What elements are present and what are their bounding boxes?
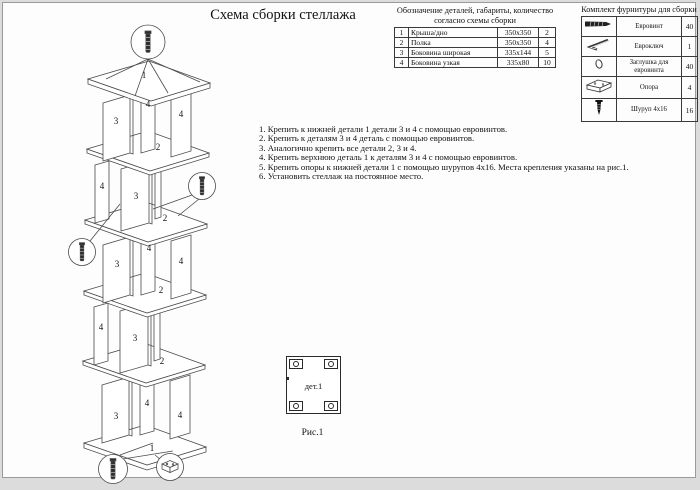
screw-hole xyxy=(328,361,334,367)
part-label: 4 xyxy=(144,398,150,408)
part-num: 4 xyxy=(395,58,409,68)
part-label: 4 xyxy=(145,99,151,109)
side-panel-wide xyxy=(103,237,133,303)
screw-icon xyxy=(582,99,617,122)
part-label: 4 xyxy=(178,256,184,266)
table-row xyxy=(582,57,698,77)
parts-table-title-line2: согласно схемы сборки xyxy=(434,15,516,25)
part-label: 1 xyxy=(149,443,155,453)
hardware-name: Заглушка для евровинта xyxy=(617,57,682,77)
hardware-qty: 1 xyxy=(682,37,698,57)
part-size: 350х350 xyxy=(498,38,539,48)
part-size: 335х80 xyxy=(498,58,539,68)
support-icon xyxy=(582,77,617,99)
part-size: 335х144 xyxy=(498,48,539,58)
figure-1 xyxy=(286,356,342,438)
corner-bracket xyxy=(324,401,338,411)
instructions-list xyxy=(259,125,671,181)
edge-mark xyxy=(286,377,289,380)
part-qty: 2 xyxy=(539,28,556,38)
part-name: Боковина узкая xyxy=(409,58,498,68)
table-row xyxy=(582,99,698,122)
assembly-diagram xyxy=(3,3,243,490)
euroscrew-icon xyxy=(582,17,617,37)
euroscrew-icon xyxy=(145,31,151,52)
eurokey-icon xyxy=(582,37,617,57)
part-num: 3 xyxy=(395,48,409,58)
side-panel-wide xyxy=(102,377,132,443)
table-row xyxy=(395,38,556,48)
parts-table xyxy=(379,6,571,68)
part-label: 2 xyxy=(159,356,165,366)
part-label: 3 xyxy=(113,116,119,126)
side-panel-wide xyxy=(103,95,133,161)
part-label: 2 xyxy=(155,142,161,152)
document-page xyxy=(2,2,696,478)
part-num: 2 xyxy=(395,38,409,48)
part-name: Крыша/дно xyxy=(409,28,498,38)
hardware-name: Евровинт xyxy=(617,17,682,37)
part-label: 4 xyxy=(98,322,104,332)
instruction-line: 6. Установить стеллаж на постоянное место. xyxy=(259,171,424,182)
screw-hole xyxy=(328,403,334,409)
instruction-line: 1. Крепить к нижней детали 1 детали 3 и 4 с помощью евровинтов. xyxy=(259,124,508,134)
instruction-line: 2. Крепить к деталям 3 и 4 деталь с помощью евровинтов. xyxy=(259,133,475,144)
plug-icon xyxy=(582,57,617,77)
euroscrew-icon xyxy=(79,243,84,261)
part-name: Полка xyxy=(409,38,498,48)
table-row xyxy=(582,37,698,57)
part-label: 4 xyxy=(99,181,105,191)
corner-bracket xyxy=(289,401,303,411)
part-name: Боковина широкая xyxy=(409,48,498,58)
parts-table-title-line1: Обозначение деталей, габариты, количество xyxy=(396,6,554,15)
part-qty: 4 xyxy=(539,38,556,48)
part-qty: 10 xyxy=(539,58,556,68)
hardware-table xyxy=(577,5,700,122)
hardware-qty: 40 xyxy=(682,57,698,77)
screw-hole xyxy=(293,403,299,409)
corner-bracket xyxy=(324,359,338,369)
part-label: 3 xyxy=(133,191,139,201)
euroscrew-icon xyxy=(199,177,204,195)
part-label: 1 xyxy=(141,70,147,80)
hardware-name: Евроключ xyxy=(617,37,682,57)
hardware-table-title: Комплект фурнитуры для сборки xyxy=(581,5,697,14)
table-row xyxy=(582,77,698,99)
instruction-line: 4. Крепить верхнюю деталь 1 к деталям 3 и 4 с помощью евровинтов. xyxy=(259,152,518,163)
hardware-qty: 40 xyxy=(682,17,698,37)
corner-bracket xyxy=(289,359,303,369)
part-label: 2 xyxy=(158,285,164,295)
part-label: 4 xyxy=(177,410,183,420)
table-row xyxy=(395,58,556,68)
part-label: 3 xyxy=(114,259,120,269)
instruction-line: 5. Крепить опоры к нижней детали 1 с помощью шурупов 4х16. Места крепления указаны на рис.1. xyxy=(259,161,629,172)
table-row xyxy=(395,28,556,38)
table-row xyxy=(395,48,556,58)
instruction-line: 3. Аналогично крепить все детали 2, 3 и 4. xyxy=(259,142,417,153)
hardware-qty: 16 xyxy=(682,99,698,122)
part-label: 4 xyxy=(178,109,184,119)
table-row xyxy=(582,17,698,37)
detail-1-plan xyxy=(286,356,341,414)
part-label: 3 xyxy=(132,333,138,343)
part-qty: 5 xyxy=(539,48,556,58)
hardware-qty: 4 xyxy=(682,77,698,99)
hardware-name: Шуруп 4х16 xyxy=(617,99,682,122)
figure-caption: Рис.1 xyxy=(301,428,324,438)
hardware-name: Опора xyxy=(617,77,682,99)
part-label: 2 xyxy=(162,213,168,223)
page-title: Схема сборки стеллажа xyxy=(210,7,356,23)
part-label: 4 xyxy=(146,243,152,253)
screw-icon xyxy=(110,459,116,479)
part-size: 350х350 xyxy=(498,28,539,38)
part-label: 3 xyxy=(113,411,119,421)
part-num: 1 xyxy=(395,28,409,38)
screw-hole xyxy=(293,361,299,367)
detail-label: дет.1 xyxy=(304,381,323,391)
